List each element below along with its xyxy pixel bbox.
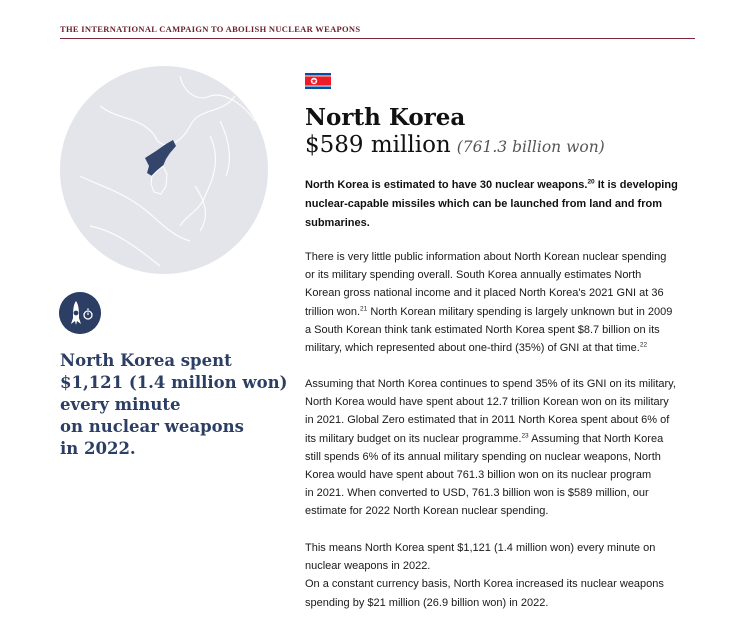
body-line: still spends 6% of its annual military spending on nuclear weapons, North (305, 450, 661, 463)
body-line: trillion won. (305, 305, 361, 318)
body-line: Korea would have spent about 761.3 billion won on its nuclear program (305, 469, 652, 482)
publication-header: THE INTERNATIONAL CAMPAIGN TO ABOLISH NUCLEAR WEAPONS (60, 24, 695, 39)
nuclear-bomb-stopwatch-icon (59, 292, 101, 334)
lead-text: submarines. (305, 217, 370, 229)
callout-line: every minute (60, 395, 181, 414)
body-line: Assuming that North Korea (528, 432, 664, 445)
lead-text: nuclear-capable missiles which can be launched from land and from (305, 198, 662, 210)
body-line: North Korea would have spent about 12.7 trillion Korean won on its military (305, 396, 669, 409)
spending-amount (305, 132, 605, 158)
body-line: in 2021. When converted to USD, 761.3 billion won is $589 million, our (305, 487, 649, 500)
body-paragraph-2 (305, 375, 700, 521)
amount-usd: $589 million (305, 132, 451, 158)
body-line: or its military spending overall. South Korea annually estimates North (305, 269, 642, 282)
country-title: North Korea (305, 104, 466, 131)
body-line: Assuming that North Korea continues to spend 35% of its GNI on its military, (305, 378, 676, 390)
body-line: military, which represented about one-third (35%) of GNI at that time. (305, 342, 640, 355)
amount-won: (761.3 billion won) (456, 138, 605, 156)
callout-line: North Korea spent (60, 351, 232, 370)
body-line: a South Korean think tank estimated North Korea spent $8.7 billion on its (305, 323, 660, 336)
body-line: nuclear weapons in 2022. (305, 560, 431, 573)
body-line: estimate for 2022 North Korean nuclear spending. (305, 505, 549, 518)
north-korea-flag-icon (305, 73, 331, 89)
body-line: This means North Korea spent $1,121 (1.4 million won) every minute on (305, 542, 656, 554)
lead-text: It is developing (594, 179, 678, 191)
globe-map-icon (60, 66, 268, 274)
body-paragraph-1 (305, 248, 700, 357)
body-paragraph-3 (305, 539, 700, 612)
body-line: On a constant currency basis, North Korea increased its nuclear weapons (305, 578, 664, 591)
lead-text: North Korea is estimated to have 30 nuclear weapons. (305, 179, 588, 191)
body-line: North Korean military spending is largely unknown but in 2009 (367, 305, 673, 318)
body-line: its military budget on its nuclear programme. (305, 432, 522, 445)
body-line: in 2021. Global Zero estimated that in 2011 North Korea spent about 6% of (305, 414, 670, 427)
footnote-ref: 23 (521, 431, 529, 439)
callout-line: on nuclear weapons (60, 417, 244, 436)
lead-paragraph (305, 176, 700, 233)
callout-line: in 2022. (60, 439, 136, 458)
callout-line: $1,121 (1.4 million won) (60, 373, 288, 392)
spending-callout (60, 350, 288, 460)
footnote-ref: 20 (587, 178, 595, 186)
body-line: Korean gross national income and it placed North Korea's 2021 GNI at 36 (305, 287, 664, 300)
footnote-ref: 21 (360, 304, 368, 312)
footnote-ref: 22 (639, 341, 648, 349)
body-line: There is very little public information about North Korean nuclear spending (305, 251, 667, 263)
body-line: spending by $21 million (26.9 billion won) in 2022. (305, 596, 549, 609)
